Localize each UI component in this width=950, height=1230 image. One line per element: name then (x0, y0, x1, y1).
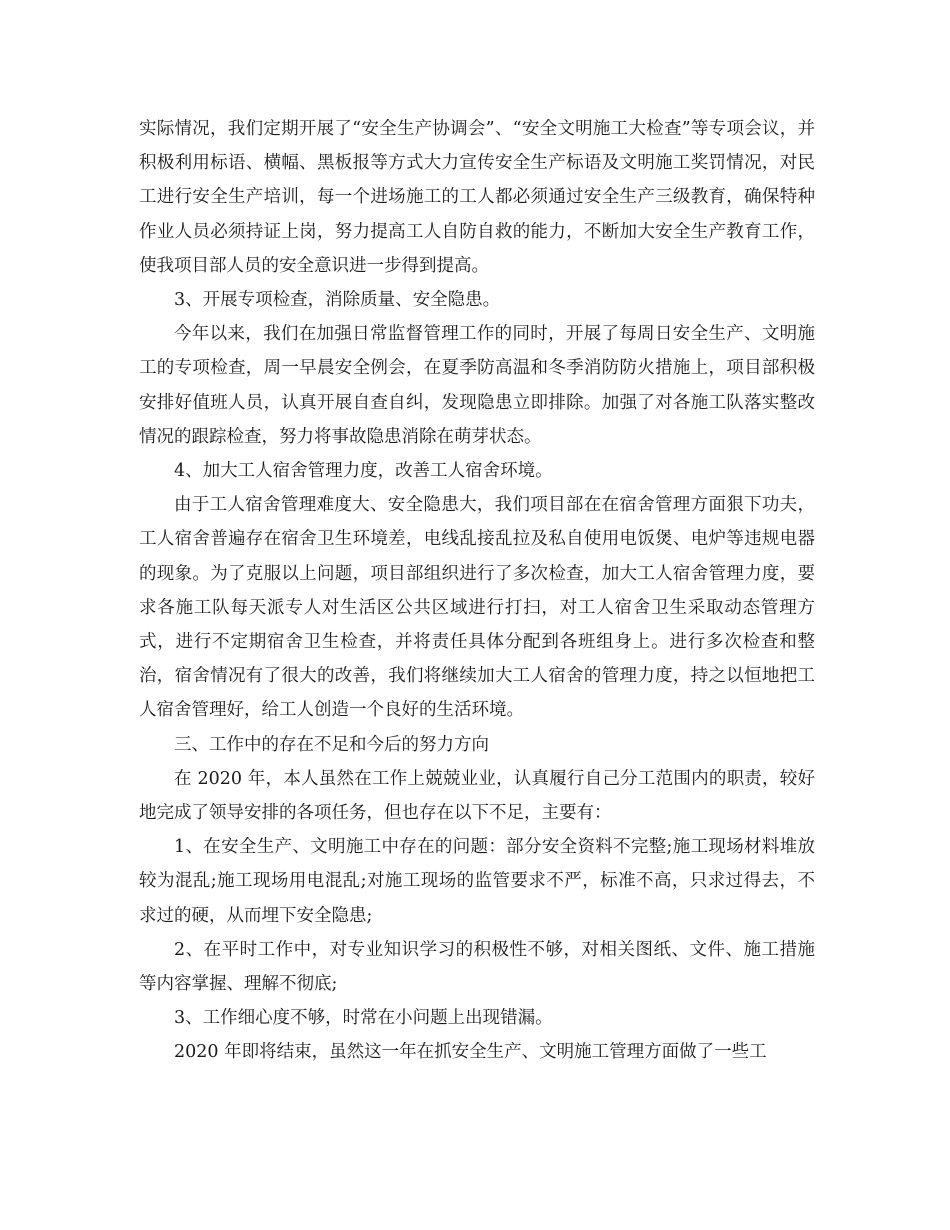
list-item: 1、在安全生产、文明施工中存在的问题：部分安全资料不完整;施工现场材料堆放较为混乱;施工现场用电混乱;对施工现场的监管要求不严，标准不高，只求过得去，不求过的硬，从而埋下安全隐患; (139, 837, 815, 926)
section-heading: 4、加大工人宿舍管理力度，改善工人宿舍环境。 (174, 461, 553, 482)
list-item: 3、工作细心度不够，时常在小问题上出现错漏。 (174, 1008, 553, 1029)
section-heading: 3、开展专项检查，消除质量、安全隐患。 (174, 290, 501, 311)
paragraph: 2020 年即将结束，虽然这一年在抓安全生产、文明施工管理方面做了一些工 (174, 1042, 767, 1063)
list-item: 2、在平时工作中，对专业知识学习的积极性不够，对相关图纸、文件、施工措施等内容掌握、理解不彻底; (139, 939, 815, 995)
paragraph: 在 2020 年，本人虽然在工作上兢兢业业，认真履行自己分工范围内的职责，较好地完成了领导安排的各项任务，但也存在以下不足，主要有： (139, 768, 815, 824)
paragraph: 今年以来，我们在加强日常监督管理工作的同时，开展了每周日安全生产、文明施工的专项检查，周一早晨安全例会，在夏季防高温和冬季消防防火措施上，项目部积极安排好值班人员，认真开展自查自纠，发现隐患立即排除。加强了对各施工队落实整改情况的跟踪检查，努力将事故隐患消除在萌芽状态。 (139, 324, 815, 447)
section-heading: 三、工作中的存在不足和今后的努力方向 (174, 734, 489, 755)
paragraph: 实际情况，我们定期开展了“安全生产协调会”、“安全文明施工大检查”等专项会议，并积极利用标语、横幅、黑板报等方式大力宣传安全生产标语及文明施工奖罚情况，对民工进行安全生产培训，每一个进场施工的工人都必须通过安全生产三级教育，确保特种作业人员必须持证上岗，努力提高工人自防自救的能力，不断加大安全生产教育工作，使我项目部人员的安全意识进一步得到提高。 (139, 119, 815, 276)
paragraph: 由于工人宿舍管理难度大、安全隐患大，我们项目部在在宿舍管理方面狠下功夫，工人宿舍普遍存在宿舍卫生环境差，电线乱接乱拉及私自使用电饭煲、电炉等违规电器的现象。为了克服以上问题，项目部组织进行了多次检查，加大工人宿舍管理力度，要求各施工队每天派专人对生活区公共区域进行打扫，对工人宿舍卫生采取动态管理方式，进行不定期宿舍卫生检查，并将责任具体分配到各班组身上。进行多次检查和整治，宿舍情况有了很大的改善，我们将继续加大工人宿舍的管理力度，持之以恒地把工人宿舍管理好，给工人创造一个良好的生活环境。 (139, 495, 815, 721)
document-body (139, 112, 815, 1070)
